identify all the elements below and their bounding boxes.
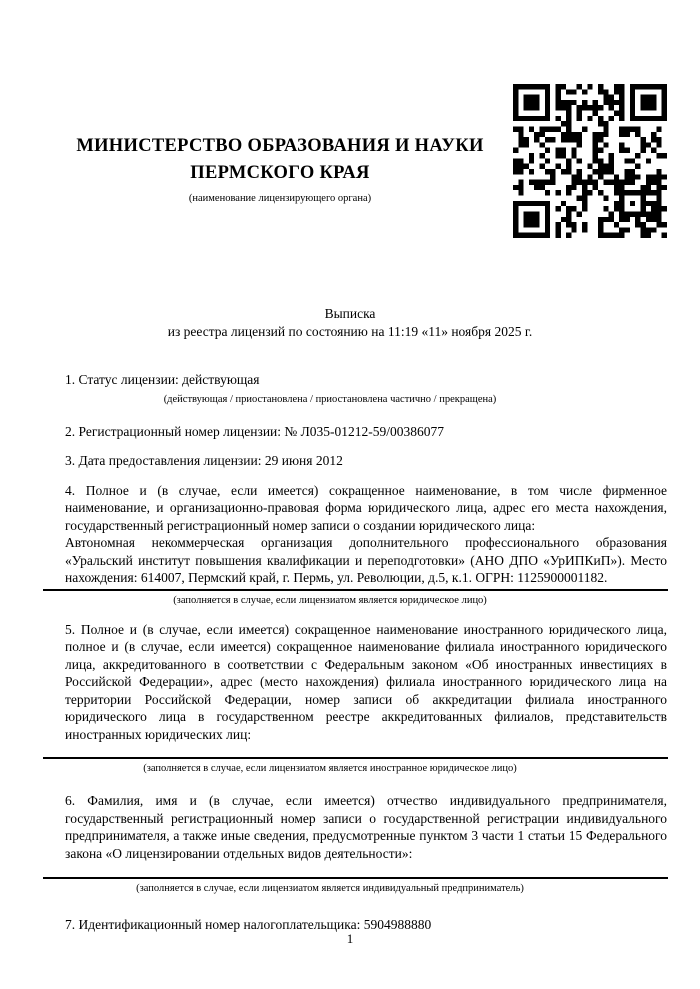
section-legal-entity [65, 482, 667, 587]
ministry-name-line1: МИНИСТЕРСТВО ОБРАЗОВАНИЯ И НАУКИ [76, 136, 484, 156]
document-title-line2: из реестра лицензий по состоянию на 11:19 «11» ноября 2025 г. [167, 323, 533, 339]
section-foreign-entity-caption: (заполняется в случае, если лицензиатом является иностранное юридическое лицо) [143, 763, 517, 774]
fill-line-legal-entity [43, 589, 668, 591]
section-taxpayer-number: 7. Идентификационный номер налогоплательщика: 5904988880 [65, 917, 432, 932]
section-license-status: 1. Статус лицензии: действующая [65, 372, 260, 387]
fill-line-foreign-entity [43, 757, 668, 759]
section-license-status-caption: (действующая / приостановлена / приостановлена частично / прекращена) [163, 393, 497, 405]
document-header [0, 0, 700, 253]
qr-code-icon [513, 84, 667, 238]
section-grant-date: 3. Дата предоставления лицензии: 29 июня 2012 [65, 453, 343, 468]
document-body [0, 305, 700, 934]
document-title [65, 305, 635, 340]
section-legal-entity-text: 4. Полное и (в случае, если имеется) сокращенное наименование, в том числе фирменное наименование, и организационно-правовая форма юридического лица, адрес его места нахождения, государственный регистрационный номер записи о создании юридического лица: [65, 482, 667, 533]
section-entrepreneur: 6. Фамилия, имя и (в случае, если имеется) отчество индивидуального предпринимателя, государственный регистрационный номер записи о государственной регистрации индивидуального предпринимателя, а также иные сведения, предусмотренные пунктом 3 части 1 статьи 15 Федерального закона «О лицензировании отдельных видов деятельности»: [65, 793, 667, 861]
page-number: 1 [346, 931, 354, 946]
section-foreign-entity: 5. Полное и (в случае, если имеется) сокращенное наименование иностранного юридического лица, полное и (в случае, если имеется) сокращенное наименование филиала иностранного юридического лица, аккредитованного в соответствии с Федеральным законом «Об иностранных инвестициях в Российской Федерации», адрес (место нахождения) филиала иностранного юридического лица на территории Российской Федерации, номер записи об аккредитации филиала иностранного юридического лица в государственном реестре аккредитованных филиалов, представительств иностранных юридических лиц: [65, 621, 667, 742]
licensing-authority-caption: (наименование лицензирующего органа) [188, 193, 372, 204]
section-registration-number: 2. Регистрационный номер лицензии: № Л035-01212-59/00386077 [65, 423, 445, 439]
section-legal-entity-value: Автономная некоммерческая организация дополнительного профессионального образования «Уральский институт повышения квалификации и переподготовки» (АНО ДПО «УрИПКиП»). Место нахождения: 614007, Пермский край, г. Пермь, ул. Революции, д.5, к.1. ОГРН: 1125900001182. [65, 535, 667, 585]
licensing-authority-block [65, 133, 495, 205]
document-title-line1: Выписка [324, 306, 376, 321]
fill-line-entrepreneur [43, 877, 668, 879]
section-entrepreneur-caption: (заполняется в случае, если лицензиатом является индивидуальный предприниматель) [136, 883, 524, 894]
ministry-name-line2: ПЕРМСКОГО КРАЯ [190, 163, 370, 183]
section-legal-entity-caption: (заполняется в случае, если лицензиатом является юридическое лицо) [173, 594, 487, 606]
